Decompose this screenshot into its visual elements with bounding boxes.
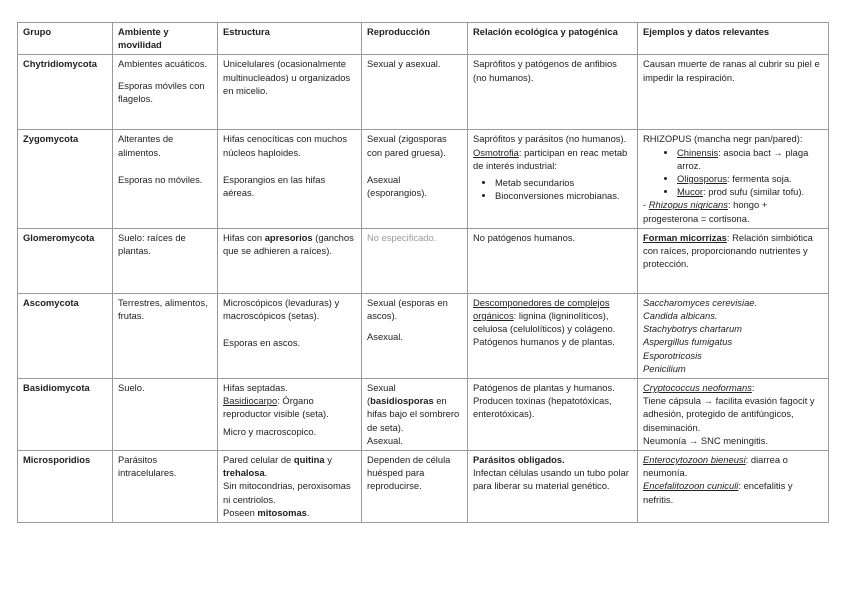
header-ambiente: Ambiente y movilidad: [113, 23, 218, 55]
term: Enterocytozoon bieneusi: [643, 454, 746, 466]
term-desc: : fermenta soja.: [727, 173, 792, 185]
cell-text: Esporangios en las hifas aéreas.: [223, 173, 326, 199]
estructura-cell: [218, 451, 362, 523]
estructura-cell: [218, 293, 362, 378]
group-name: Ascomycota: [18, 293, 113, 378]
list-item: • Bioconversiones microbianas.: [495, 189, 632, 202]
term: Mucor: [677, 186, 704, 198]
cell-text: Esporas en ascos.: [223, 337, 301, 349]
estructura-cell: [218, 130, 362, 228]
term: Encefalitozoon cuniculi: [643, 480, 739, 492]
list-item: • Metab secundarios: [495, 176, 632, 189]
estructura-cell: Unicelulares (ocasionalmente multinucleados) u organizados en micelio.: [218, 55, 362, 130]
term-desc: : asocia bact → plaga arroz.: [677, 146, 809, 171]
text: Sexual (: [367, 382, 396, 407]
header-grupo: Grupo: [18, 23, 113, 55]
cell-text: [367, 381, 462, 434]
estructura-cell: [218, 379, 362, 451]
term: Oligosporus: [677, 173, 728, 185]
reproduccion-cell: [362, 293, 468, 378]
cell-text: Sexual (zigosporas con pared gruesa).: [367, 133, 447, 158]
species: Penicilium: [643, 362, 686, 374]
term: Descomponedores de complejos orgánicos: [473, 296, 610, 322]
cell-text: Esporas móviles con flagelos.: [118, 79, 205, 104]
bold-text: basidiosporas: [370, 395, 434, 407]
cell-text: Esporas no móviles.: [118, 173, 203, 185]
term: Basidiocarpo: [223, 395, 278, 407]
relacion-cell: [468, 130, 638, 228]
ejemplos-cell: [638, 130, 829, 228]
relacion-cell: Saprófitos y patógenos de anfibios (no humanos).: [468, 55, 638, 130]
header-relacion: Relación ecológica y patogénica: [468, 23, 638, 55]
cell-text: Producen toxinas (hepatotóxicas, enterotóxicas).: [473, 395, 612, 420]
cell-text: Asexual (esporangios).: [367, 173, 427, 199]
ambiente-cell: [113, 55, 218, 130]
relacion-cell: [468, 293, 638, 378]
cell-text: Saprófitos y parásitos (no humanos).: [473, 133, 627, 145]
bold-text: trehalosa: [223, 467, 265, 479]
bold-text: mitosomas: [257, 506, 307, 518]
cell-text: Patógenos humanos y de plantas.: [473, 336, 615, 348]
ambiente-cell: Suelo: raíces de plantas.: [113, 228, 218, 293]
ejemplos-cell: Causan muerte de ranas al cubrir su piel e impedir la respiración.: [638, 55, 829, 130]
reproduccion-cell: [362, 130, 468, 228]
cell-text: [643, 198, 823, 224]
cell-text: Patógenos de plantas y humanos.: [473, 382, 615, 394]
list-item: [677, 146, 823, 172]
term: Chinensis: [677, 146, 719, 158]
prefix: -: [643, 199, 649, 211]
cell-text: [223, 506, 356, 519]
group-name: Zygomycota: [18, 130, 113, 228]
reproduccion-cell: No especificado.: [362, 228, 468, 293]
group-name: Microsporidios: [18, 451, 113, 523]
cell-text: Alterantes de alimentos.: [118, 133, 174, 158]
species: Esporotricosis: [643, 349, 702, 361]
species: Saccharomyces cerevisiae.: [643, 296, 758, 308]
group-name: Glomeromycota: [18, 228, 113, 293]
ambiente-cell: [113, 130, 218, 228]
text: Pared celular de: [223, 454, 294, 466]
ejemplos-cell: [638, 451, 829, 523]
text: (ganchos que se adhieren a raíces).: [223, 231, 354, 257]
cell-text: Hifas septadas.: [223, 382, 288, 394]
term-desc: : Relación simbiótica con raíces, proporcionando nutrientes y protección.: [643, 231, 813, 270]
table-row: [18, 130, 829, 228]
term-desc: : encefalitis y nefritis.: [643, 480, 793, 505]
cell-text: [643, 479, 823, 505]
table-row: [18, 379, 829, 451]
ejemplos-cell: [638, 379, 829, 451]
relacion-cell: [468, 451, 638, 523]
reproduccion-cell: Sexual y asexual.: [362, 55, 468, 130]
reproduccion-cell: Dependen de célula huésped para reproducirse.: [362, 451, 468, 523]
bold-text: quitina: [293, 454, 325, 466]
text: Hifas con: [223, 231, 265, 243]
cell-text: [643, 381, 823, 394]
cell-text: [643, 453, 823, 479]
ambiente-cell: Parásitos intracelulares.: [113, 451, 218, 523]
cell-text: Sexual (esporas en ascos).: [367, 296, 448, 322]
text: y: [324, 454, 332, 466]
bullet-list: [643, 146, 823, 199]
reproduccion-cell: [362, 379, 468, 451]
list-item: [677, 172, 823, 185]
group-name: Chytridiomycota: [18, 55, 113, 130]
text: Poseen: [223, 506, 258, 518]
term-desc: : hongo + progesterona = cortisona.: [643, 199, 768, 224]
term: Forman micorrizas: [643, 231, 727, 243]
cell-text: Asexual.: [367, 434, 403, 446]
cell-text: [473, 296, 632, 336]
term: Rhizopus nigricans: [648, 199, 728, 211]
cell-text: Hifas cenocíticas con muchos núcleos haploides.: [223, 133, 348, 158]
cell-text: Microscópicos (levaduras) y macroscópicos (setas).: [223, 296, 340, 322]
text: .: [264, 467, 268, 479]
term: Osmotrofia: [473, 146, 519, 158]
ambiente-cell: Terrestres, alimentos, frutas.: [113, 293, 218, 378]
bullet-list: [473, 176, 632, 202]
text: en hifas bajo el sombrero de seta).: [367, 395, 460, 433]
cell-text: RHIZOPUS (mancha negr pan/pared):: [643, 133, 803, 145]
table-row: [18, 451, 829, 523]
term-desc: : prod sufu (similar tofu).: [703, 186, 805, 198]
list-item: [677, 185, 823, 198]
cell-text: [223, 394, 356, 420]
cell-text: Asexual.: [367, 331, 403, 343]
cell-text: Micro y macroscopico.: [223, 425, 317, 437]
group-name: Basidiomycota: [18, 379, 113, 451]
table-row: [18, 55, 829, 130]
cell-text: [473, 146, 632, 172]
cell-text: Parásitos obligados.: [473, 454, 565, 466]
ambiente-cell: Suelo.: [113, 379, 218, 451]
species: Stachybotrys chartarum: [643, 323, 742, 335]
species: Aspergillus fumigatus: [643, 336, 733, 348]
ejemplos-cell: [638, 293, 829, 378]
term-desc: : Órgano reproductor visible (seta).: [223, 395, 329, 420]
text: .: [306, 506, 310, 518]
relacion-cell: No patógenos humanos.: [468, 228, 638, 293]
species: Candida albicans.: [643, 310, 718, 322]
cell-text: Neumonía → SNC meningitis.: [643, 434, 769, 446]
header-estructura: Estructura: [218, 23, 362, 55]
term-desc: : participan en reac metab de interés industrial:: [473, 146, 628, 171]
table-row: [18, 293, 829, 378]
cell-text: Tiene cápsula → facilita evasión fagocit y adhesión, protegido de antifúngicos, diseminación.: [643, 395, 815, 433]
bold-text: apresorios: [264, 231, 313, 243]
term-desc: : diarrea o neumonía.: [643, 454, 788, 479]
table-row: [18, 228, 829, 293]
cell-text: Ambientes acuáticos.: [118, 58, 208, 70]
relacion-cell: [468, 379, 638, 451]
header-reproduccion: Reproducción: [362, 23, 468, 55]
header-row: [18, 23, 829, 55]
header-ejemplos: Ejemplos y datos relevantes: [638, 23, 829, 55]
cell-text: Sin mitocondrias, peroxisomas ni centriolos.: [223, 480, 351, 505]
term: Cryptococcus neoformans: [643, 382, 752, 394]
cell-text: Infectan células usando un tubo polar para liberar su material genético.: [473, 467, 629, 492]
cell-text: [223, 453, 356, 479]
term-desc: : lignina (ligninolíticos), celulosa (celulolíticos) y colágeno.: [473, 310, 616, 335]
estructura-cell: [218, 228, 362, 293]
term-desc: :: [751, 382, 755, 394]
ejemplos-cell: [638, 228, 829, 293]
fungi-table: [17, 22, 829, 523]
